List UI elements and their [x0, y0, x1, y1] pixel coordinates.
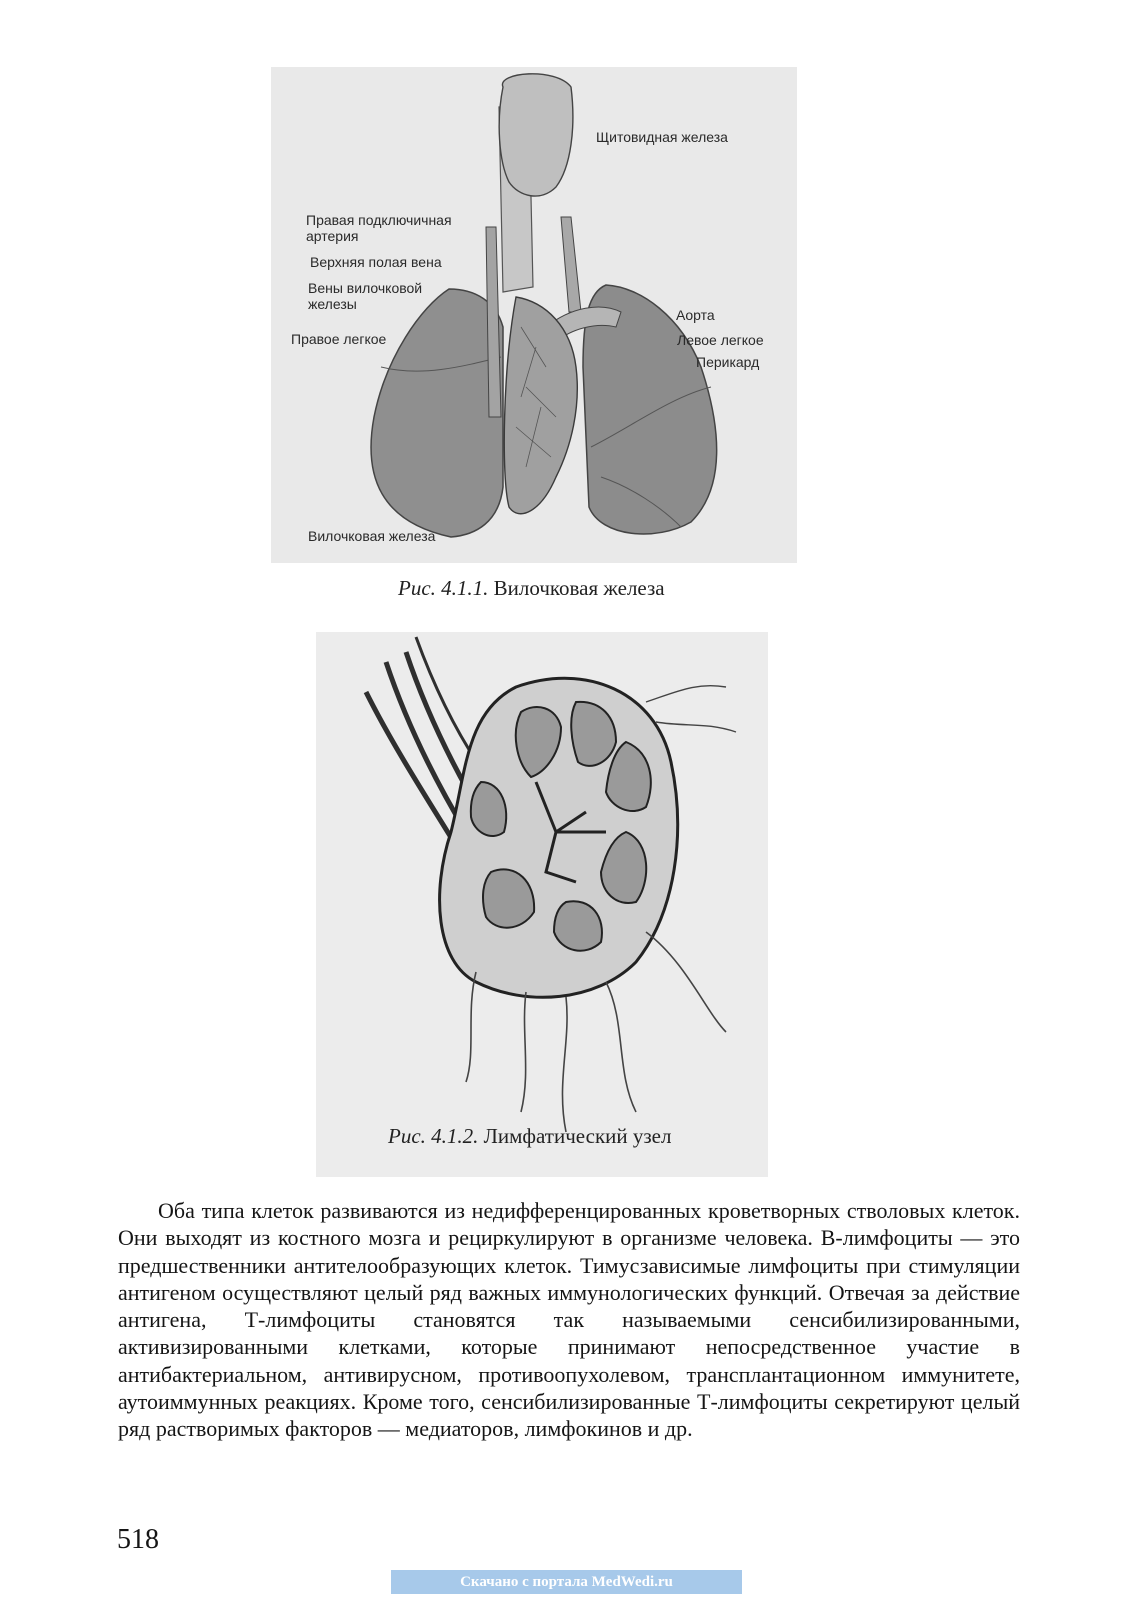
- label-thyroid: Щитовидная железа: [596, 129, 728, 145]
- page-number: 518: [117, 1524, 159, 1555]
- label-aorta: Аорта: [676, 307, 715, 323]
- figure-2-caption: [388, 1124, 671, 1149]
- label-thymus: Вилочковая железа: [308, 528, 436, 544]
- label-pericardium: Перикард: [696, 354, 760, 370]
- figure-2-title: Лимфатический узел: [483, 1124, 672, 1148]
- body-text: [118, 1197, 1020, 1443]
- figure-2-number: Рис. 4.1.2.: [388, 1124, 479, 1148]
- figure-lymph-node: [316, 632, 768, 1177]
- lymph-node-illustration: [316, 632, 768, 1177]
- label-right-lung: Правое легкое: [291, 331, 387, 347]
- figure-1-title: Вилочковая железа: [493, 576, 665, 600]
- body-paragraph: Оба типа клеток развиваются из недифференцированных кроветворных стволовых клеток. Они выходят из костного мозга и рециркулируют в организме человека. В-лимфоциты — это предшественники антителообразующих клеток. Тимусзависимые лимфоциты при стимуляции антигеном осуществляют целый ряд важных иммунологических функций. Отвечая за действие антигена, Т-лимфоциты становятся так называемыми сенсибилизированными, активизированными клетками, которые принимают непосредственное участие в антибактериальном, антивирусном, противоопухолевом, трансплантационном иммунитете, аутоиммунных реакциях. Кроме того, сенсибилизированные Т-лимфоциты секретируют целый ряд растворимых факторов — медиаторов, лимфокинов и др.: [118, 1198, 1020, 1442]
- figure-1-caption: [398, 576, 665, 601]
- figure-thymus: [271, 67, 797, 563]
- label-thymus-veins: Вены вилочковой железы: [308, 280, 423, 312]
- figure-1-number: Рис. 4.1.1.: [398, 576, 489, 600]
- watermark-banner: Скачано с портала MedWedi.ru: [391, 1570, 742, 1594]
- label-superior-vena-cava: Верхняя полая вена: [310, 254, 442, 270]
- label-left-lung: Левое легкое: [677, 332, 764, 348]
- label-right-subclavian-artery: Правая подключичная артерия: [306, 212, 452, 244]
